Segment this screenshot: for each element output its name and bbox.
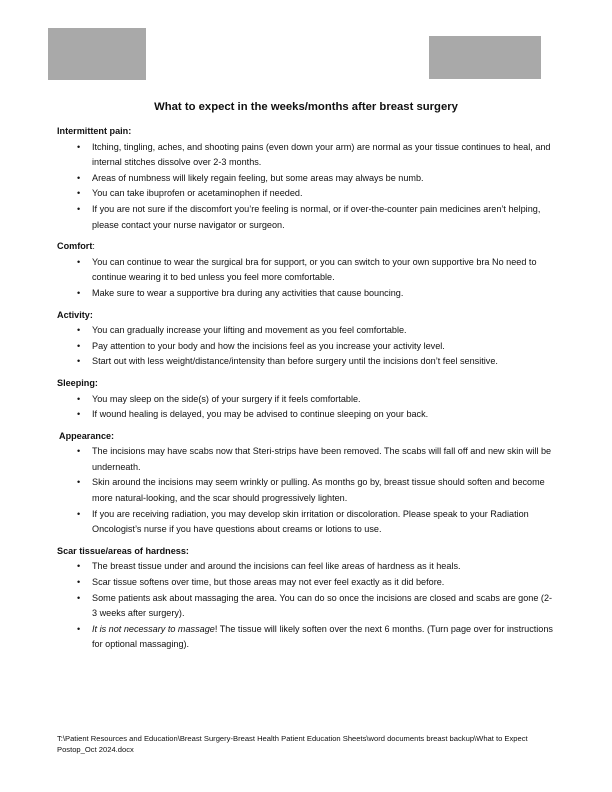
section-intermittent-pain (57, 124, 557, 233)
logo-left (48, 28, 146, 80)
section-activity (57, 308, 557, 370)
section-heading: Sleeping: (57, 377, 98, 388)
section-heading: Appearance: (59, 430, 115, 441)
section-heading-text: Comfort (57, 241, 93, 252)
list-item-text: ! The tissue will likely soften over the next 6 months. (Turn page over for instructions for optional massaging). (92, 623, 553, 650)
list-item: • You can continue to wear the surgical bra for support, or you can switch to your own supportive bra No need to continue wearing it to bed unless you feel more comfortable. (57, 255, 557, 286)
emphasis-text: It is not necessary to massage (92, 623, 215, 634)
bullet-list (57, 255, 557, 302)
list-item: • Itching, tingling, aches, and shooting pains (even down your arm) are normal as your tissue continues to heal, and internal stitches dissolve over 2-3 months. (57, 140, 557, 171)
list-item: • Start out with less weight/distance/intensity than before surgery until the incisions don’t feel sensitive. (57, 354, 557, 370)
bullet-list (57, 140, 557, 234)
bullet-list (57, 323, 557, 370)
logo-right (429, 36, 541, 79)
list-item: • If you are receiving radiation, you may develop skin irritation or discoloration. Please speak to your Radiation Oncologist’s nurse if you have questions about creams or lotions to use. (57, 507, 557, 538)
section-heading (57, 239, 557, 255)
section-heading-colon: : (92, 241, 95, 252)
list-item: • If you are not sure if the discomfort you’re feeling is normal, or if over-the-counter pain medicines aren’t helping, please contact your nurse navigator or surgeon. (57, 202, 557, 233)
list-item: • The breast tissue under and around the incisions can feel like areas of hardness as it heals. (57, 559, 557, 575)
list-item: • You may sleep on the side(s) of your surgery if it feels comfortable. (57, 392, 557, 408)
list-item (57, 622, 557, 653)
list-item: • Pay attention to your body and how the incisions feel as you increase your activity level. (57, 339, 557, 355)
page-title: What to expect in the weeks/months after breast surgery (154, 101, 458, 113)
section-heading: Activity: (57, 309, 93, 320)
list-item: • Some patients ask about massaging the area. You can do so once the incisions are closed and scabs are gone (2-3 weeks after surgery). (57, 591, 557, 622)
bullet-list (57, 392, 557, 423)
list-item: • You can take ibuprofen or acetaminophen if needed. (57, 186, 557, 202)
section-appearance (57, 429, 557, 538)
list-item: • Scar tissue softens over time, but those areas may not ever feel exactly as it did before. (57, 575, 557, 591)
bullet-list (57, 559, 557, 653)
list-item: • The incisions may have scabs now that Steri-strips have been removed. The scabs will fall off and new skin will be underneath. (57, 444, 557, 475)
file-path-footer: T:\Patient Resources and Education\Breast Surgery-Breast Health Patient Education Sheets\word documents breast backup\What to Expect Postop_Oct 2024.docx (57, 734, 528, 754)
section-heading: Scar tissue/areas of hardness: (57, 545, 189, 556)
section-sleeping (57, 376, 557, 423)
list-item: • You can gradually increase your lifting and movement as you feel comfortable. (57, 323, 557, 339)
list-item: • Make sure to wear a supportive bra during any activities that cause bouncing. (57, 286, 557, 302)
bullet-list (57, 444, 557, 538)
section-heading: Intermittent pain: (57, 126, 132, 136)
list-item: • Areas of numbness will likely regain feeling, but some areas may always be numb. (57, 171, 557, 187)
document-body (57, 124, 557, 659)
list-item: • Skin around the incisions may seem wrinkly or pulling. As months go by, breast tissue should soften and become more natural-looking, and the scar should progressively lighten. (57, 475, 557, 506)
section-scar-tissue (57, 544, 557, 653)
section-comfort (57, 239, 557, 301)
list-item: • If wound healing is delayed, you may be advised to continue sleeping on your back. (57, 407, 557, 423)
